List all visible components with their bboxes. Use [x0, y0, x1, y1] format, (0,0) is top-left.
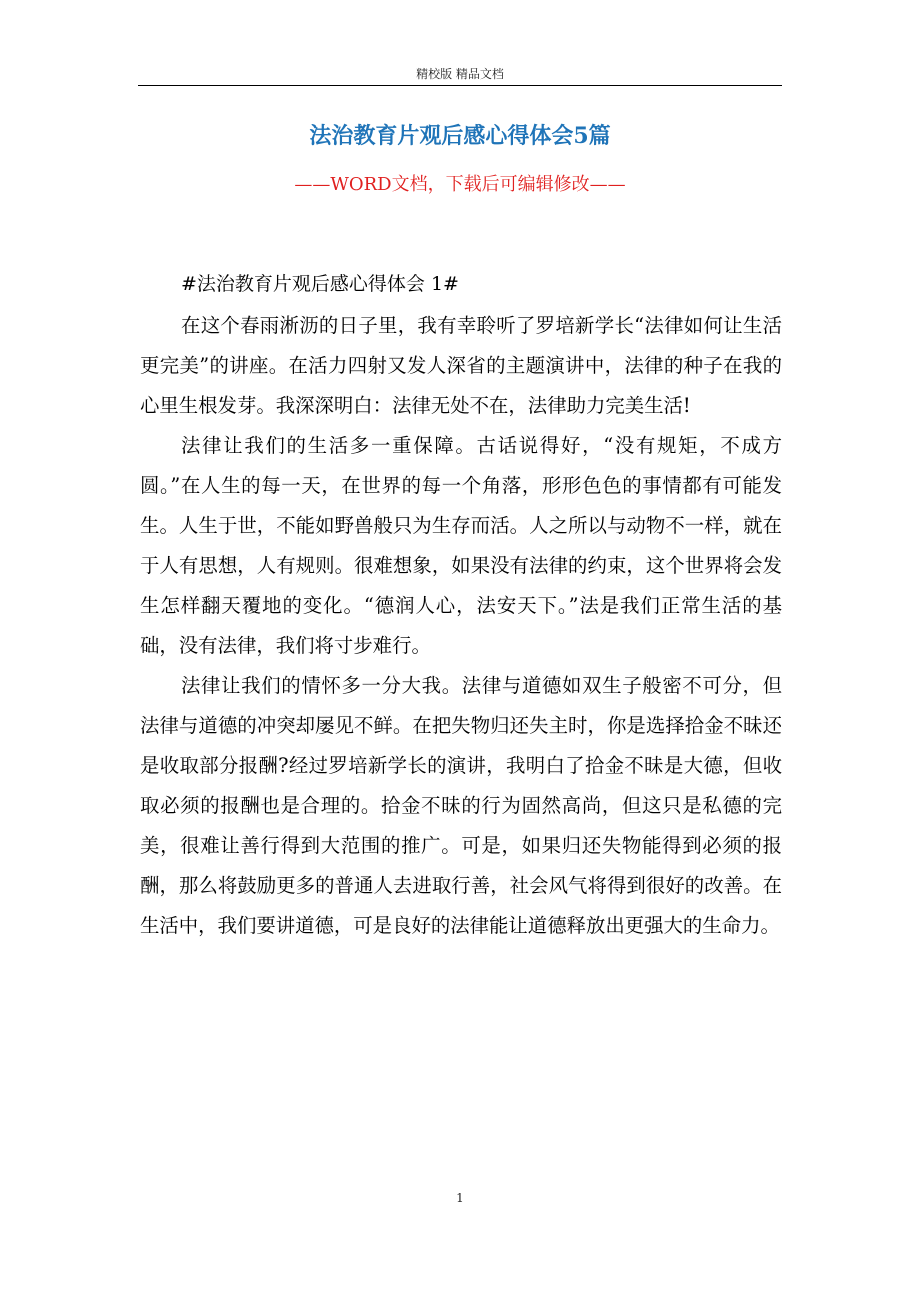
page-header: 精校版 精品文档: [416, 67, 504, 81]
document-title: 法治教育片观后感心得体会5篇: [309, 123, 611, 149]
paragraph-2: 法律让我们的生活多一重保障。古话说得好，“没有规矩，不成方圆。”在人生的每一天，在世界的每一个角落，形形色色的事情都有可能发生。人生于世，不能如野兽般只为生存而活。人之所以与动物不一样，就在于人有思想，人有规则。很难想象，如果没有法律的约束，这个世界将会发生怎样翻天覆地的变化。“德润人心，法安天下。”法是我们正常生活的基础，没有法律，我们将寸步难行。: [140, 434, 782, 657]
page-number: 1: [456, 1191, 464, 1205]
header-divider: [138, 85, 782, 86]
section-heading: #法治教育片观后感心得体会 1#: [181, 273, 459, 295]
paragraph-3: 法律让我们的情怀多一分大我。法律与道德如双生子般密不可分，但法律与道德的冲突却屡见不鲜。在把失物归还失主时，你是选择拾金不昧还是收取部分报酬?经过罗培新学长的演讲，我明白了拾金不昧是大德，但收取必须的报酬也是合理的。拾金不昧的行为固然高尚，但这只是私德的完美，很难让善行得到大范围的推广。可是，如果归还失物能得到必须的报酬，那么将鼓励更多的普通人去进取行善，社会风气将得到很好的改善。在生活中，我们要讲道德，可是良好的法律能让道德释放出更强大的生命力。: [140, 674, 782, 937]
paragraph-1: 在这个春雨淅沥的日子里，我有幸聆听了罗培新学长“法律如何让生活更完美”的讲座。在活力四射又发人深省的主题演讲中，法律的种子在我的心里生根发芽。我深深明白：法律无处不在，法律助力完美生活!: [140, 314, 782, 417]
document-subtitle: ——WORD文档，下载后可编辑修改——: [294, 174, 626, 195]
document-body: [140, 264, 782, 946]
